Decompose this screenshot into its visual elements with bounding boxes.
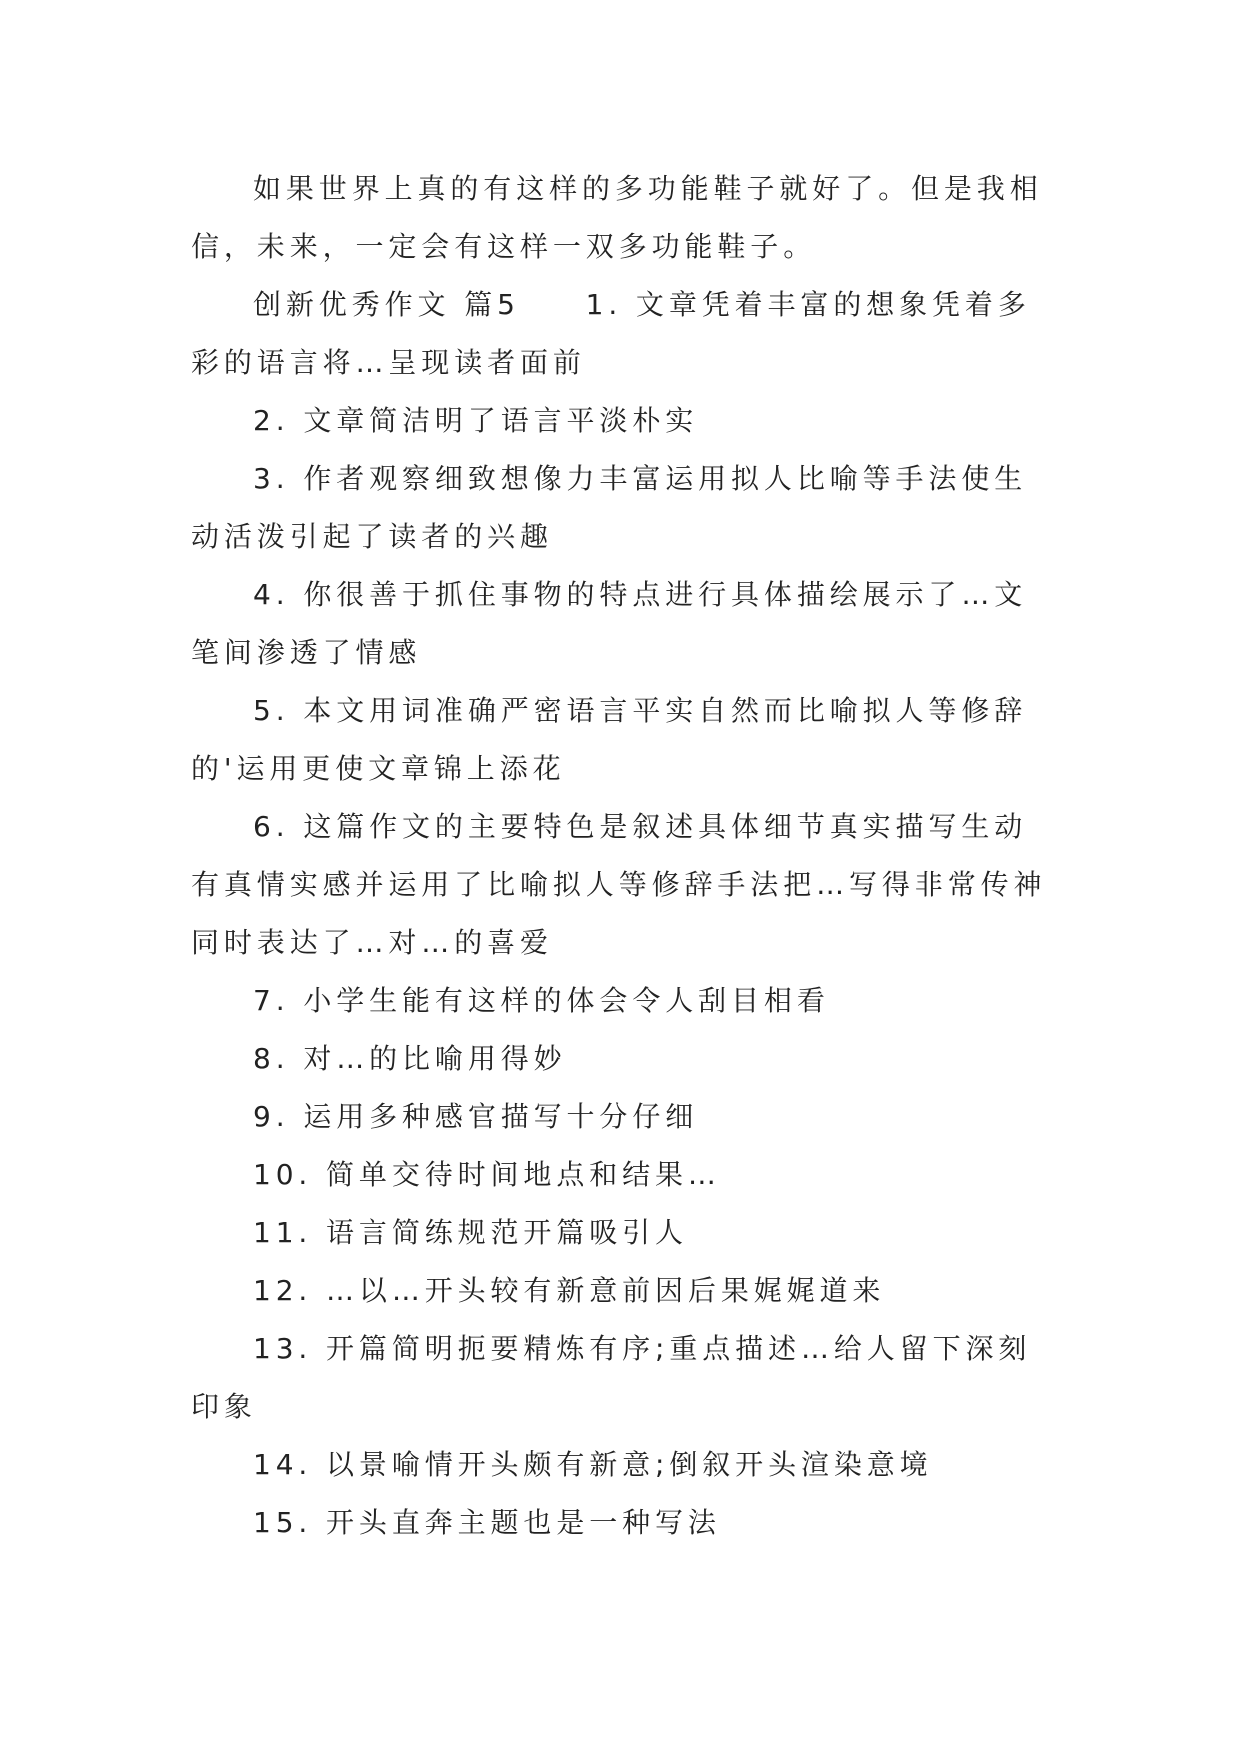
list-item-7: 7. 小学生能有这样的体会令人刮目相看	[253, 984, 830, 1017]
list-item-13: 13. 开篇简明扼要精炼有序;重点描述…给人留下深刻印象	[191, 1332, 1032, 1423]
list-item-3: 3. 作者观察细致想像力丰富运用拟人比喻等手法使生动活泼引起了读者的兴趣	[191, 462, 1028, 553]
paragraph-2: 创新优秀作文 篇5 1. 文章凭着丰富的想象凭着多彩的语言将…呈现读者面前	[191, 288, 1031, 379]
list-item-10: 10. 简单交待时间地点和结果…	[253, 1158, 721, 1191]
paragraph-1: 如果世界上真的有这样的多功能鞋子就好了。但是我相信，未来，一定会有这样一双多功能鞋子。	[191, 172, 1043, 263]
list-item-8: 8. 对…的比喻用得妙	[253, 1042, 567, 1075]
list-item-6: 6. 这篇作文的主要特色是叙述具体细节真实描写生动有真情实感并运用了比喻拟人等修辞手法把…写得非常传神同时表达了…对…的喜爱	[191, 810, 1047, 959]
list-item-15: 15. 开头直奔主题也是一种写法	[253, 1506, 721, 1539]
list-item-9: 9. 运用多种感官描写十分仔细	[253, 1100, 699, 1133]
document-body	[191, 160, 1055, 1552]
list-item-4: 4. 你很善于抓住事物的特点进行具体描绘展示了…文笔间渗透了情感	[191, 578, 1028, 669]
list-item-14: 14. 以景喻情开头颇有新意;倒叙开头渲染意境	[253, 1448, 933, 1481]
list-item-2: 2. 文章简洁明了语言平淡朴实	[253, 404, 699, 437]
list-item-11: 11. 语言简练规范开篇吸引人	[253, 1216, 688, 1249]
list-item-12: 12. …以…开头较有新意前因后果娓娓道来	[253, 1274, 886, 1307]
list-item-5: 5. 本文用词准确严密语言平实自然而比喻拟人等修辞的'运用更使文章锦上添花	[191, 694, 1028, 785]
